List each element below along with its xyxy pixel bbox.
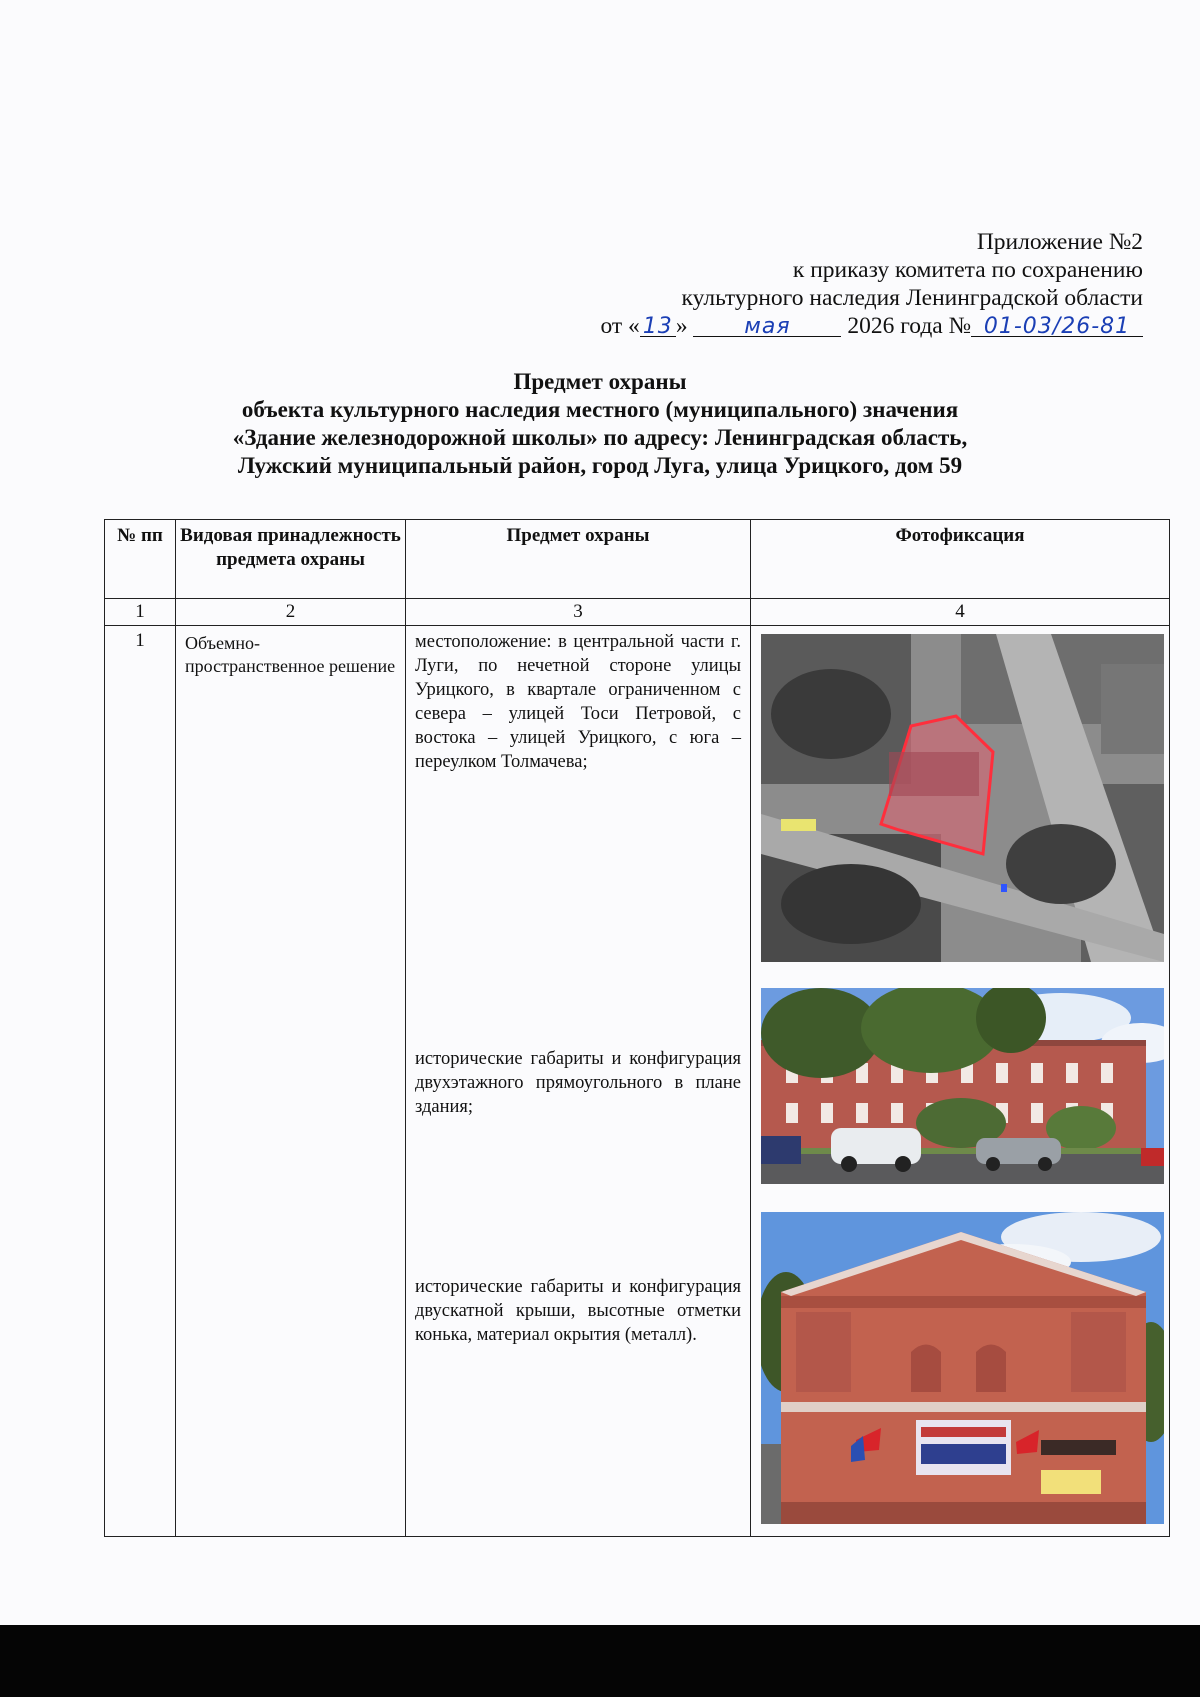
subject-dimensions: исторические габариты и конфигурация двухэтажного прямоугольного в плане здания; (415, 1049, 741, 1117)
column-number-2: 2 (176, 599, 406, 626)
table-row (105, 626, 1170, 1537)
handwritten-month: мая (744, 314, 791, 339)
row-kind: Объемно-пространственное решение (176, 626, 406, 1537)
header-number: № пп (105, 520, 176, 599)
date-prefix: от « (600, 313, 640, 339)
header-photo: Фотофиксация (751, 520, 1170, 599)
year-text: 2026 года № (847, 313, 971, 339)
protection-subject-table (104, 519, 1170, 1537)
appendix-line-3: культурного наследия Ленинградской области (681, 285, 1143, 311)
document-title (150, 368, 1050, 480)
title-line-3: «Здание железнодорожной школы» по адресу: Ленинградская область, (232, 425, 968, 450)
column-number-4: 4 (751, 599, 1170, 626)
header-kind: Видовая принадлежность предмета охраны (176, 520, 406, 599)
gable-facade-photo (761, 1212, 1164, 1524)
row-subject (406, 626, 751, 1537)
column-number-1: 1 (105, 599, 176, 626)
subject-location: местоположение: в центральной части г. Луги, по нечетной стороне улицы Урицкого, в квартале ограниченном с севера – улицей Тоси Петровой, с востока – улицей Урицкого, с юга – переулком Толмачева; (415, 632, 741, 772)
appendix-line-1: Приложение №2 (976, 229, 1143, 255)
table-header-row (105, 520, 1170, 599)
subject-roof: исторические габариты и конфигурация двускатной крыши, высотные отметки конька, материал окрытия (металл). (415, 1277, 741, 1345)
scan-border (0, 1625, 1200, 1697)
date-quote-close: » (675, 313, 688, 339)
handwritten-number: 01-03/26-81 (983, 314, 1131, 339)
appendix-line-2: к приказу комитета по сохранению (792, 257, 1143, 283)
row-number: 1 (105, 626, 176, 1537)
title-line-1: Предмет охраны (513, 369, 687, 394)
handwritten-day: 13 (642, 314, 673, 339)
column-number-row (105, 599, 1170, 626)
column-number-3: 3 (406, 599, 751, 626)
aerial-photo (761, 634, 1164, 962)
day-blank (640, 312, 676, 337)
month-blank (693, 312, 841, 337)
appendix-header (443, 228, 1143, 340)
row-photos (751, 626, 1170, 1537)
header-subject: Предмет охраны (406, 520, 751, 599)
title-line-4: Лужский муниципальный район, город Луга, улица Урицкого, дом 59 (237, 453, 963, 478)
facade-photo (761, 988, 1164, 1184)
title-line-2: объекта культурного наследия местного (муниципального) значения (241, 397, 959, 422)
appendix-date-line (443, 312, 1143, 340)
number-blank (971, 312, 1143, 337)
